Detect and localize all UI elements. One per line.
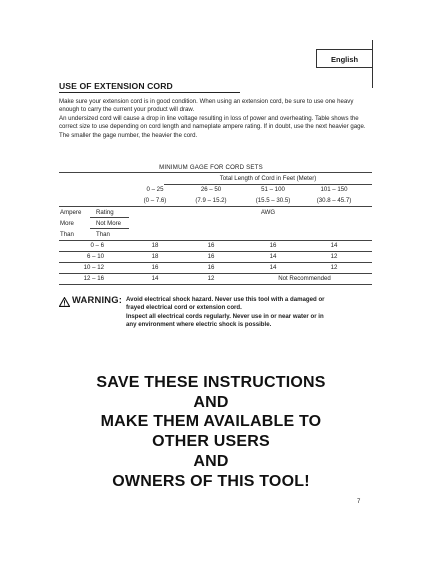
rating-rule [90, 217, 129, 218]
save-line: MAKE THEM AVAILABLE TO [100, 413, 322, 431]
section-title: USE OF EXTENSION CORD [59, 81, 240, 93]
row-rule [59, 262, 372, 263]
save-line: OTHER USERS [152, 433, 270, 451]
column-header-rule [59, 206, 372, 207]
gage-value: 14 [151, 275, 159, 282]
ampere-label: Ampere [60, 209, 82, 216]
warning-triangle-icon [59, 297, 70, 307]
not-recommended: Not Recommended [278, 275, 331, 282]
table-title: MINIMUM GAGE FOR CORD SETS [159, 164, 263, 171]
intro-paragraph: Make sure your extension cord is in good condition. When using an extension cord, be sure to use one heavy enough to carry the current your product will draw. [59, 98, 354, 114]
awg-label: AWG [260, 209, 276, 216]
ampere-label: Than [60, 231, 74, 238]
save-line: OWNERS OF THIS TOOL! [112, 472, 310, 490]
length-col-feet: 26 – 50 [200, 186, 222, 193]
amp-range: 12 – 16 [83, 275, 104, 282]
length-col-meter: (30.8 – 45.7) [316, 197, 352, 204]
length-header: Total Length of Cord in Feet (Meter) [219, 175, 317, 182]
data-top-rule [59, 240, 372, 241]
page-number: 7 [357, 499, 361, 505]
length-col-feet: 101 – 150 [320, 186, 348, 193]
gage-value: 12 [330, 264, 338, 271]
gage-value: 16 [207, 242, 215, 249]
gage-value: 12 [207, 275, 215, 282]
save-line: AND [193, 452, 229, 470]
gage-value: 12 [330, 253, 338, 260]
warning-text [126, 296, 372, 329]
language-tab-edge [372, 40, 373, 88]
gage-value: 16 [151, 264, 159, 271]
rating-label: Not More [96, 220, 122, 227]
gage-value: 18 [151, 253, 159, 260]
ampere-label: More [60, 220, 74, 227]
length-col-meter: (7.9 – 15.2) [195, 197, 227, 204]
amp-range: 0 – 6 [90, 242, 104, 249]
gage-value: 16 [269, 242, 277, 249]
warning-line: Avoid electrical shock hazard. Never use this tool with a damaged or [126, 296, 325, 303]
length-col-meter: (15.5 – 30.5) [255, 197, 291, 204]
language-tab: English [316, 49, 373, 68]
save-line: AND [193, 393, 229, 411]
save-line: SAVE THESE INSTRUCTIONS [96, 374, 326, 391]
rating-rule [90, 228, 129, 229]
warning-line: any environment where electric shock is possible. [126, 320, 272, 328]
length-header-rule [164, 184, 372, 185]
save-instructions-notice [0, 373, 422, 491]
length-col-meter: (0 – 7.6) [143, 197, 167, 204]
gage-value: 14 [269, 253, 277, 260]
amp-range: 10 – 12 [83, 264, 104, 271]
table-bottom-rule [59, 284, 372, 285]
rating-label: Than [96, 231, 110, 238]
gage-value: 16 [207, 264, 215, 271]
gage-value: 14 [330, 242, 338, 249]
row-rule [59, 273, 372, 274]
warning-line: frayed electrical cord or extension cord. [126, 304, 242, 312]
amp-range: 6 – 10 [87, 253, 104, 260]
length-col-feet: 0 – 25 [146, 186, 164, 193]
warning-label: WARNING: [72, 294, 123, 305]
warning-line: Inspect all electrical cords regularly. Never use in or near water or in [126, 312, 324, 320]
gage-value: 14 [269, 264, 277, 271]
table-top-rule [59, 172, 372, 173]
row-rule [59, 251, 372, 252]
gage-value: 16 [207, 253, 215, 260]
length-col-feet: 51 – 100 [261, 186, 285, 193]
gage-value: 18 [151, 242, 159, 249]
rating-label: Rating [96, 209, 114, 216]
undersized-cord-paragraph: An undersized cord will cause a drop in line voltage resulting in loss of power and overheating. Table shows the correct size to use depending on cord length and nameplate ampere rating. If in doubt, use the next heavier gage. The smaller the gage number, the heavier the cord. [59, 115, 366, 139]
